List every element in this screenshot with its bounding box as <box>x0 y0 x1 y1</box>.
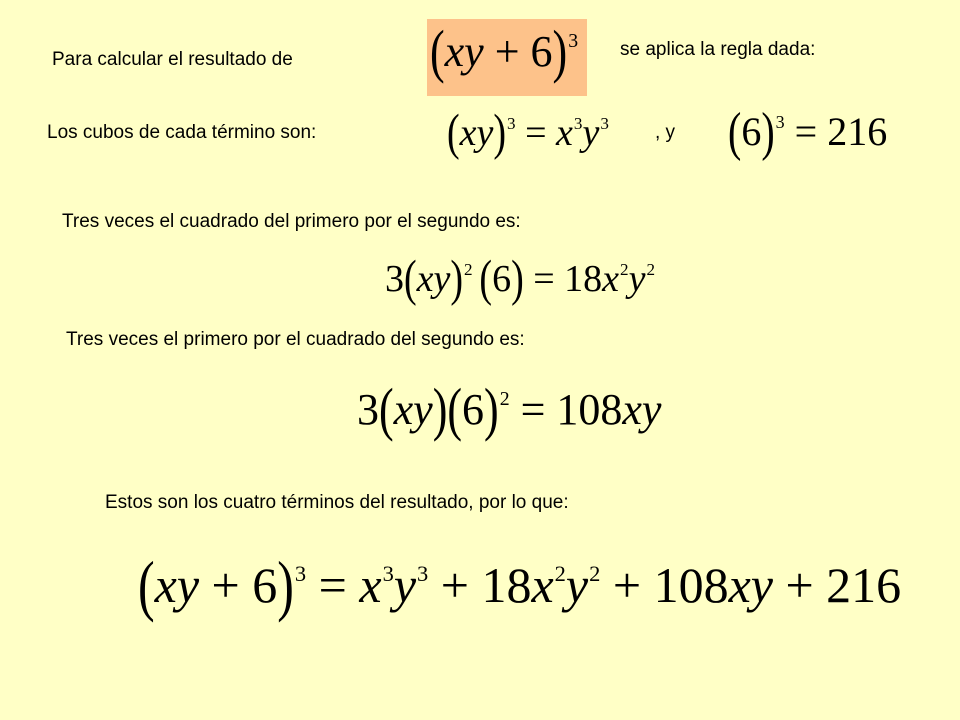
cubes-text: Los cubos de cada término son: <box>47 122 317 143</box>
four-terms-text: Estos son los cuatro términos del resultado, por lo que: <box>105 492 569 513</box>
three-first-sq-text: Tres veces el primero por el cuadrado del segundo es: <box>66 329 525 350</box>
three-sq-first-text: Tres veces el cuadrado del primero por el segundo es: <box>62 211 521 232</box>
intro-text: Para calcular el resultado de <box>52 49 293 70</box>
formula-main: (xy + 6)$^3$ <box>430 18 579 85</box>
rule-text: se aplica la regla dada: <box>620 39 816 60</box>
formula-cube-6: $(6)^3 = 216$ <box>728 100 888 162</box>
formula-term-2: 3(xy)$^2$ $(6) = 18x^2y^2$ <box>385 250 656 308</box>
and-text: , y <box>655 122 676 143</box>
formula-term-3: $3(xy)(6)^2 = 108xy$ <box>357 376 662 443</box>
formula-cube-xy: $(xy)^3 = x^3y^3$ <box>447 104 609 162</box>
formula-result: $(xy + 6)^3 = x^3y^3 + 18x^2y^2 + 108xy + 216$ <box>138 547 902 623</box>
